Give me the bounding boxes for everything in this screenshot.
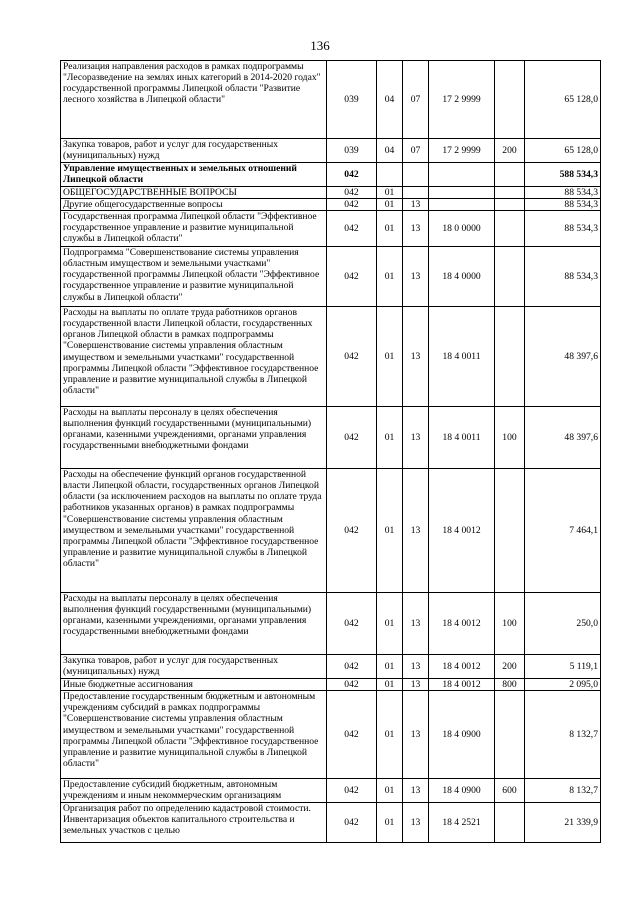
- cell-section: 04: [377, 139, 403, 163]
- cell-subsection: 13: [403, 211, 429, 247]
- cell-amount: 7 464,1: [525, 469, 601, 593]
- cell-target: 18 4 0012: [429, 655, 495, 679]
- cell-type: 100: [495, 593, 525, 655]
- cell-section: 01: [377, 407, 403, 469]
- cell-type: 800: [495, 679, 525, 691]
- cell-admin: 039: [327, 139, 377, 163]
- table-row: [61, 593, 601, 655]
- cell-subsection: 13: [403, 307, 429, 407]
- cell-name: Другие общегосударственные вопросы: [61, 199, 327, 211]
- cell-name: Закупка товаров, работ и услуг для государственных (муниципальных) нужд: [61, 139, 327, 163]
- cell-subsection: 13: [403, 779, 429, 803]
- cell-target: 18 4 0012: [429, 469, 495, 593]
- cell-amount: 65 128,0: [525, 61, 601, 139]
- table-row: [61, 307, 601, 407]
- cell-admin: 042: [327, 469, 377, 593]
- cell-section: [377, 163, 403, 187]
- cell-section: 01: [377, 469, 403, 593]
- cell-amount: 88 534,3: [525, 187, 601, 199]
- cell-admin: 042: [327, 679, 377, 691]
- cell-subsection: [403, 187, 429, 199]
- cell-type: [495, 307, 525, 407]
- cell-amount: 588 534,3: [525, 163, 601, 187]
- cell-name: ОБЩЕГОСУДАРСТВЕННЫЕ ВОПРОСЫ: [61, 187, 327, 199]
- cell-target: 18 4 0011: [429, 407, 495, 469]
- cell-section: 01: [377, 211, 403, 247]
- cell-name: Государственная программа Липецкой области "Эффективное государственное управление и развитие муниципальной службы в Липецкой области": [61, 211, 327, 247]
- cell-amount: 21 339,9: [525, 803, 601, 843]
- cell-type: [495, 469, 525, 593]
- cell-amount: 65 128,0: [525, 139, 601, 163]
- cell-target: 18 4 0900: [429, 691, 495, 779]
- table-row: [61, 163, 601, 187]
- cell-type: 200: [495, 655, 525, 679]
- cell-target: [429, 199, 495, 211]
- cell-amount: 48 397,6: [525, 407, 601, 469]
- cell-admin: 042: [327, 187, 377, 199]
- cell-name: Предоставление государственным бюджетным и автономным учреждениям субсидий в рамках подпрограммы "Совершенствование системы управления областным имуществом и земельными участками" государственной программы Липецкой области "Эффективное государственное управление и развитие муниципальной службы в Липецкой области": [61, 691, 327, 779]
- cell-target: [429, 187, 495, 199]
- cell-subsection: 13: [403, 803, 429, 843]
- cell-admin: 042: [327, 593, 377, 655]
- table-row: [61, 199, 601, 211]
- cell-target: 18 4 2521: [429, 803, 495, 843]
- cell-section: 01: [377, 655, 403, 679]
- table-row: [61, 469, 601, 593]
- cell-amount: 48 397,6: [525, 307, 601, 407]
- cell-amount: 88 534,3: [525, 211, 601, 247]
- cell-admin: 042: [327, 211, 377, 247]
- cell-admin: 042: [327, 307, 377, 407]
- cell-subsection: 07: [403, 139, 429, 163]
- cell-admin: 039: [327, 61, 377, 139]
- table-row: [61, 61, 601, 139]
- cell-type: 200: [495, 139, 525, 163]
- table-row: [61, 679, 601, 691]
- cell-admin: 042: [327, 163, 377, 187]
- cell-type: [495, 803, 525, 843]
- cell-target: 18 4 0012: [429, 593, 495, 655]
- cell-target: 18 4 0900: [429, 779, 495, 803]
- cell-name: Реализация направления расходов в рамках подпрограммы "Лесоразведение на землях иных категорий в 2014-2020 годах" государственной программы Липецкой области "Развитие лесного хозяйства в Липецкой области": [61, 61, 327, 139]
- cell-name: Расходы на выплаты персоналу в целях обеспечения выполнения функций государственными (муниципальными) органами, казенными учреждениями, органами управления государственными внебюджетными фондами: [61, 407, 327, 469]
- cell-name: Предоставление субсидий бюджетным, автономным учреждениям и иным некоммерческим организациям: [61, 779, 327, 803]
- cell-type: [495, 211, 525, 247]
- cell-name: Расходы на выплаты персоналу в целях обеспечения выполнения функций государственными (муниципальными) органами, казенными учреждениями, органами управления государственными внебюджетными фондами: [61, 593, 327, 655]
- cell-type: [495, 163, 525, 187]
- table-row: [61, 691, 601, 779]
- cell-type: 600: [495, 779, 525, 803]
- cell-section: 01: [377, 187, 403, 199]
- cell-type: [495, 61, 525, 139]
- cell-name: Расходы на выплаты по оплате труда работников органов государственной власти Липецкой области, государственных органов Липецкой области в рамках подпрограммы "Совершенствование системы управления областным имуществом и земельными участками" государственной программы Липецкой области "Эффективное государственное управление и развитие муниципальной службы в Липецкой области": [61, 307, 327, 407]
- cell-type: 100: [495, 407, 525, 469]
- cell-subsection: 13: [403, 469, 429, 593]
- cell-section: 01: [377, 199, 403, 211]
- cell-name: Закупка товаров, работ и услуг для государственных (муниципальных) нужд: [61, 655, 327, 679]
- table-row: [61, 803, 601, 843]
- cell-amount: 2 095,0: [525, 679, 601, 691]
- cell-type: [495, 199, 525, 211]
- cell-subsection: 13: [403, 593, 429, 655]
- cell-admin: 042: [327, 407, 377, 469]
- cell-section: 01: [377, 779, 403, 803]
- cell-name: Расходы на обеспечение функций органов государственной власти Липецкой области, государственных органов Липецкой области (за исключением расходов на выплаты по оплате труда работников указанных органов) в рамках подпрограммы "Совершенствование системы управления областным имуществом и земельными участками" государственной программы Липецкой области "Эффективное государственное управление и развитие муниципальной службы в Липецкой области": [61, 469, 327, 593]
- cell-admin: 042: [327, 803, 377, 843]
- cell-section: 01: [377, 247, 403, 307]
- cell-amount: 8 132,7: [525, 779, 601, 803]
- cell-amount: 250,0: [525, 593, 601, 655]
- cell-name: Управление имущественных и земельных отношений Липецкой области: [61, 163, 327, 187]
- cell-name: Подпрограмма "Совершенствование системы управления областным имуществом и земельными участками" государственной программы Липецкой области "Эффективное государственное управление и развитие муниципальной службы в Липецкой области": [61, 247, 327, 307]
- cell-admin: 042: [327, 199, 377, 211]
- cell-amount: 5 119,1: [525, 655, 601, 679]
- cell-admin: 042: [327, 779, 377, 803]
- cell-subsection: 07: [403, 61, 429, 139]
- cell-target: 17 2 9999: [429, 61, 495, 139]
- cell-subsection: 13: [403, 691, 429, 779]
- cell-subsection: 13: [403, 679, 429, 691]
- table-row: [61, 779, 601, 803]
- budget-table: [60, 60, 601, 843]
- cell-name: Иные бюджетные ассигнования: [61, 679, 327, 691]
- cell-amount: 8 132,7: [525, 691, 601, 779]
- table-row: [61, 655, 601, 679]
- cell-subsection: 13: [403, 655, 429, 679]
- cell-target: [429, 163, 495, 187]
- cell-section: 01: [377, 307, 403, 407]
- cell-subsection: 13: [403, 199, 429, 211]
- cell-admin: 042: [327, 247, 377, 307]
- cell-target: 18 4 0000: [429, 247, 495, 307]
- cell-admin: 042: [327, 691, 377, 779]
- table-row: [61, 139, 601, 163]
- cell-target: 17 2 9999: [429, 139, 495, 163]
- cell-section: 01: [377, 803, 403, 843]
- table-row: [61, 407, 601, 469]
- cell-subsection: 13: [403, 247, 429, 307]
- cell-target: 18 0 0000: [429, 211, 495, 247]
- cell-target: 18 4 0012: [429, 679, 495, 691]
- cell-type: [495, 187, 525, 199]
- cell-type: [495, 691, 525, 779]
- cell-amount: 88 534,3: [525, 199, 601, 211]
- cell-subsection: 13: [403, 407, 429, 469]
- cell-section: 01: [377, 593, 403, 655]
- cell-type: [495, 247, 525, 307]
- cell-amount: 88 534,3: [525, 247, 601, 307]
- table-row: [61, 247, 601, 307]
- cell-section: 01: [377, 679, 403, 691]
- cell-section: 01: [377, 691, 403, 779]
- cell-target: 18 4 0011: [429, 307, 495, 407]
- cell-admin: 042: [327, 655, 377, 679]
- table-row: [61, 211, 601, 247]
- cell-subsection: [403, 163, 429, 187]
- cell-name: Организация работ по определению кадастровой стоимости. Инвентаризация объектов капитального строительства и земельных участков с целью: [61, 803, 327, 843]
- page-number: 136: [310, 38, 330, 53]
- cell-section: 04: [377, 61, 403, 139]
- table-row: [61, 187, 601, 199]
